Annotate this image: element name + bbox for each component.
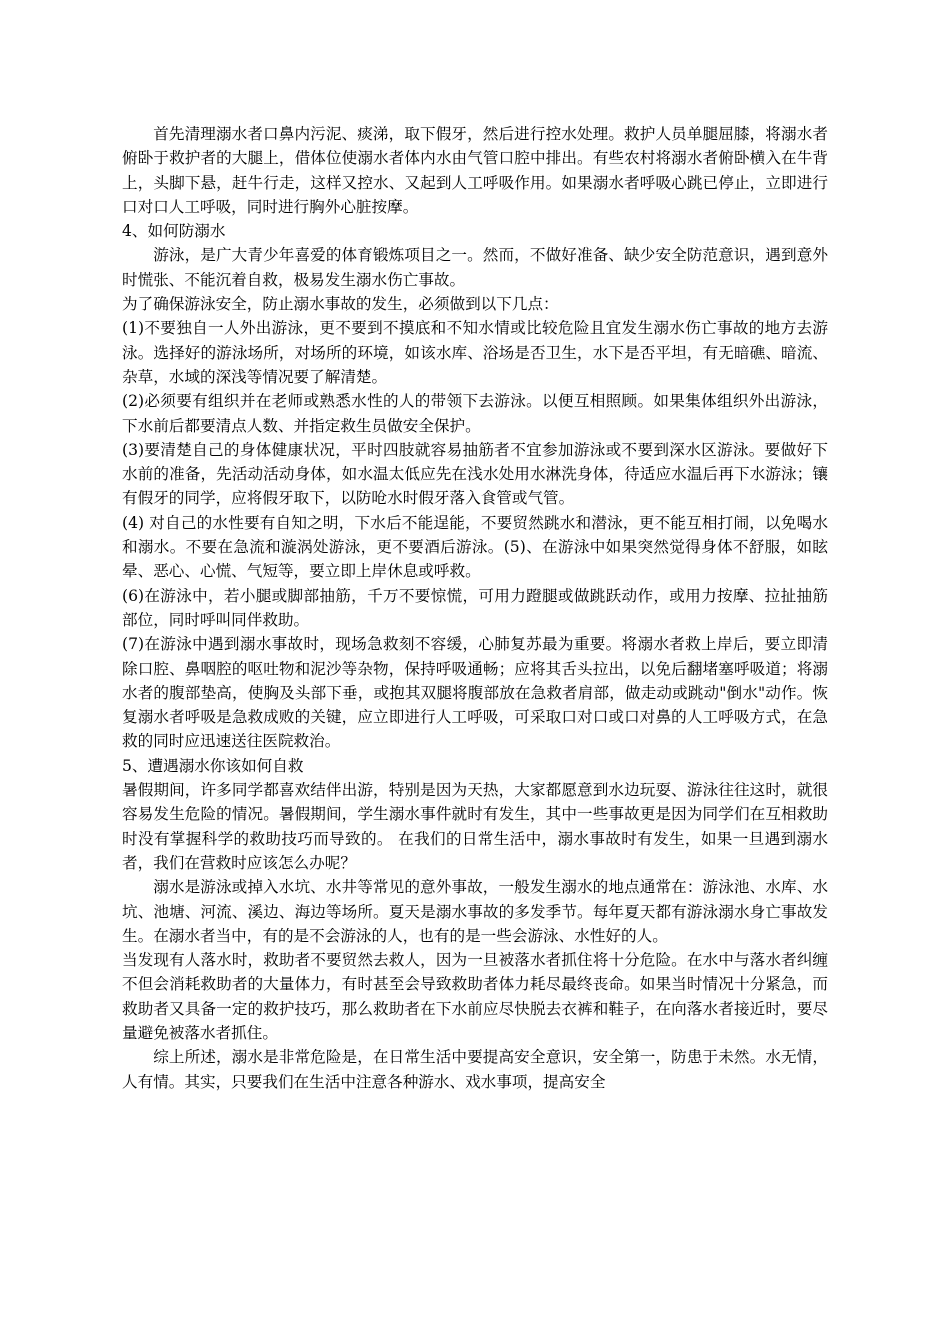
document-page bbox=[122, 122, 828, 1094]
paragraph-point-7: (7)在游泳中遇到溺水事故时，现场急救刻不容缓，心肺复苏最为重要。将溺水者救上岸后，要立即清除口腔、鼻咽腔的呕吐物和泥沙等杂物，保持呼吸通畅；应将其舌头拉出，以免后翻堵塞呼吸道；将溺水者的腹部垫高，使胸及头部下垂，或抱其双腿将腹部放在急救者肩部，做走动或跳动"倒水"动作。恢复溺水者呼吸是急救成败的关键，应立即进行人工呼吸，可采取口对口或口对鼻的人工呼吸方式，在急救的同时应迅速送往医院救治。 bbox=[122, 635, 828, 751]
paragraph-point-1: (1)不要独自一人外出游泳，更不要到不摸底和不知水情或比较危险且宜发生溺水伤亡事故的地方去游泳。选择好的游泳场所，对场所的环境，如该水库、浴场是否卫生，水下是否平坦，有无暗礁、暗流、杂草，水域的深浅等情况要了解清楚。 bbox=[122, 319, 828, 386]
section-heading-self-rescue: 5、遭遇溺水你该如何自救 bbox=[122, 756, 304, 775]
paragraph-drowning-locations: 溺水是游泳或掉入水坑、水井等常见的意外事故，一般发生溺水的地点通常在：游泳池、水库、水坑、池塘、河流、溪边、海边等场所。夏天是溺水事故的多发季节。每年夏天都有游泳溺水身亡事故发生。在溺水者当中，有的是不会游泳的人，也有的是一些会游泳、水性好的人。 bbox=[122, 878, 828, 945]
section-heading-prevent-drowning: 4、如何防溺水 bbox=[122, 222, 226, 241]
paragraph-point-4-5: (4) 对自己的水性要有自知之明，下水后不能逞能，不要贸然跳水和潜泳，更不能互相打闹，以免喝水和溺水。不要在急流和漩涡处游泳，更不要酒后游泳。(5)、在游泳中如果突然觉得身体不舒服，如眩晕、恶心、心慌、气短等，要立即上岸休息或呼救。 bbox=[122, 513, 828, 581]
paragraph-rescuer-advice: 当发现有人落水时，救助者不要贸然去救人，因为一旦被落水者抓住将十分危险。在水中与落水者纠缠不但会消耗救助者的大量体力，有时甚至会导致救助者体力耗尽最终丧命。如果当时情况十分紧急，而救助者又具备一定的救护技巧，那么救助者在下水前应尽快脱去衣裤和鞋子，在向落水者接近时，要尽量避免被落水者抓住。 bbox=[122, 951, 828, 1042]
paragraph-swimming-intro: 游泳，是广大青少年喜爱的体育锻炼项目之一。然而，不做好准备、缺少安全防范意识，遇到意外时慌张、不能沉着自救，极易发生溺水伤亡事故。 bbox=[122, 246, 828, 289]
paragraph-point-2: (2)必须要有组织并在老师或熟悉水性的人的带领下去游泳。以便互相照顾。如果集体组织外出游泳，下水前后都要清点人数、并指定救生员做安全保护。 bbox=[122, 392, 828, 435]
paragraph-point-3: (3)要清楚自己的身体健康状况，平时四肢就容易抽筋者不宜参加游泳或不要到深水区游泳。要做好下水前的准备，先活动活动身体，如水温太低应先在浅水处用水淋洗身体，待适应水温后再下水游泳；镶有假牙的同学，应将假牙取下，以防呛水时假牙落入食管或气管。 bbox=[122, 440, 828, 508]
paragraph-conclusion: 综上所述，溺水是非常危险是，在日常生活中要提高安全意识，安全第一，防患于未然。水无情，人有情。其实，只要我们在生活中注意各种游水、戏水事项，提高安全 bbox=[122, 1048, 828, 1091]
paragraph-point-6: (6)在游泳中，若小腿或脚部抽筋，千万不要惊慌，可用力蹬腿或做跳跃动作，或用力按摩、拉扯抽筋部位，同时呼叫同伴救助。 bbox=[122, 586, 828, 629]
paragraph-summer-vacation: 暑假期间，许多同学都喜欢结伴出游，特别是因为天热，大家都愿意到水边玩耍、游泳往往这时，就很容易发生危险的情况。暑假期间，学生溺水事件就时有发生，其中一些事故更是因为同学们在互相救助时没有掌握科学的救助技巧而导致的。 在我们的日常生活中，溺水事故时有发生，如果一旦遇到溺水者，我们在营救时应该怎么办呢？ bbox=[122, 781, 828, 872]
paragraph-safety-points-intro: 为了确保游泳安全，防止溺水事故的发生，必须做到以下几点： bbox=[122, 295, 559, 314]
paragraph-rescue-steps: 首先清理溺水者口鼻内污泥、痰涕，取下假牙，然后进行控水处理。救护人员单腿屈膝，将溺水者俯卧于救护者的大腿上，借体位使溺水者体内水由气管口腔中排出。有些农村将溺水者俯卧横入在牛背上，头脚下悬，赶牛行走，这样又控水、又起到人工呼吸作用。如果溺水者呼吸心跳已停止，立即进行口对口人工呼吸，同时进行胸外心脏按摩。 bbox=[122, 125, 828, 216]
